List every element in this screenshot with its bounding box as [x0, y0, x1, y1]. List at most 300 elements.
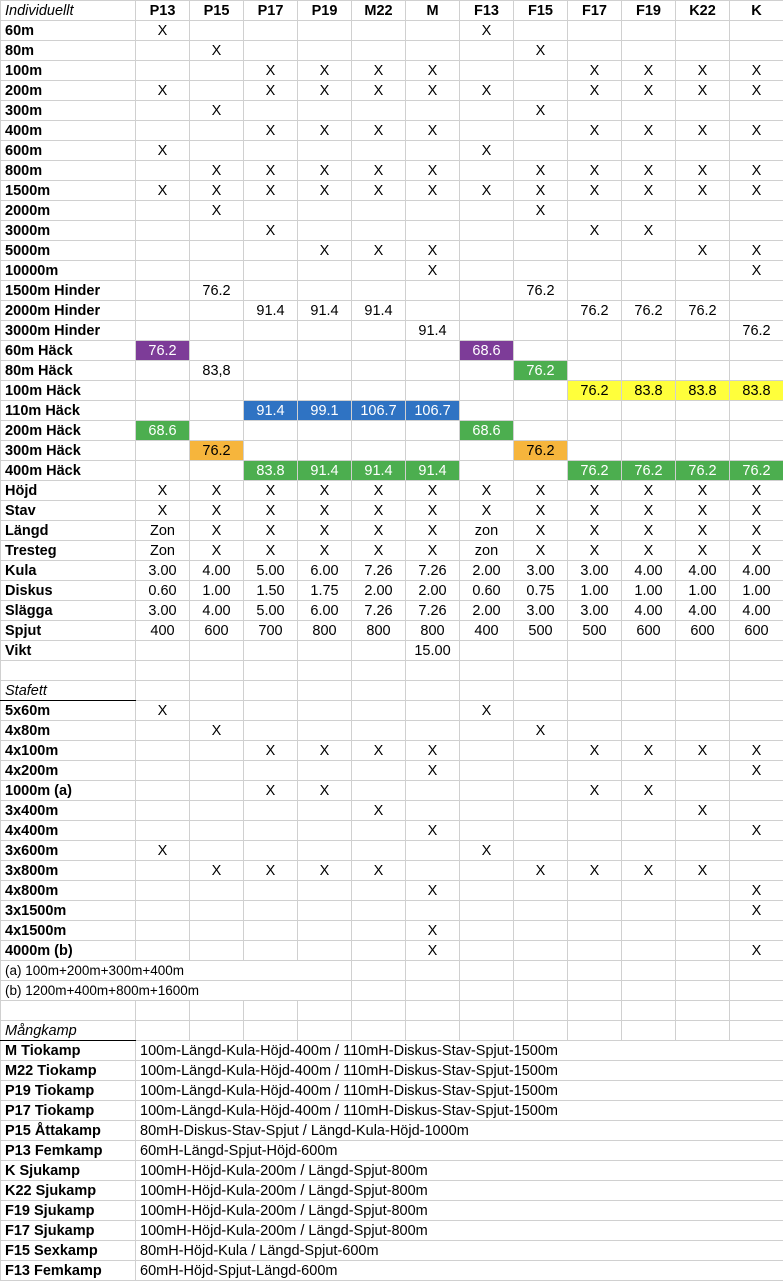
individual-row: [1, 281, 783, 301]
individual-cell: 4.00: [730, 601, 783, 621]
individual-cell: X: [190, 181, 244, 201]
individual-cell: [298, 321, 352, 341]
individual-cell: 76.2: [568, 381, 622, 401]
relay-cell: X: [460, 701, 514, 721]
combined-events: 100mH-Höjd-Kula-200m / Längd-Spjut-800m: [136, 1221, 783, 1241]
individual-cell: X: [190, 541, 244, 561]
individual-cell: [298, 21, 352, 41]
relay-cell: [568, 701, 622, 721]
relay-label: 4x400m: [1, 821, 136, 841]
relay-cell: [298, 841, 352, 861]
individual-cell: 76.2: [676, 301, 730, 321]
individual-cell: X: [298, 121, 352, 141]
individual-cell: [514, 421, 568, 441]
individual-cell: [352, 421, 406, 441]
individual-cell: [298, 261, 352, 281]
individual-cell: X: [136, 141, 190, 161]
combined-events: 60mH-Höjd-Spjut-Längd-600m: [136, 1261, 783, 1281]
individual-cell: 700: [244, 621, 298, 641]
individual-cell: 0.60: [136, 581, 190, 601]
individual-cell: X: [352, 501, 406, 521]
individual-cell: 91.4: [352, 301, 406, 321]
relay-cell: [460, 801, 514, 821]
relay-cell: [676, 701, 730, 721]
individual-cell: [514, 401, 568, 421]
empty-cell: [622, 981, 676, 1001]
relay-cell: [460, 721, 514, 741]
individual-row: [1, 101, 783, 121]
relay-row: [1, 881, 783, 901]
individual-cell: [298, 381, 352, 401]
empty-cell: [352, 661, 406, 681]
individual-cell: [244, 41, 298, 61]
relay-cell: [244, 761, 298, 781]
individual-cell: X: [406, 241, 460, 261]
combined-events: 100mH-Höjd-Kula-200m / Längd-Spjut-800m: [136, 1161, 783, 1181]
individual-row: [1, 341, 783, 361]
relay-cell: X: [352, 801, 406, 821]
individual-cell: [568, 201, 622, 221]
relay-row: [1, 741, 783, 761]
individual-cell: 7.26: [406, 601, 460, 621]
empty-cell: [460, 981, 514, 1001]
individual-cell: [730, 401, 783, 421]
relay-cell: [460, 901, 514, 921]
individual-cell: [460, 61, 514, 81]
empty-cell: [460, 681, 514, 701]
empty-cell: [622, 1001, 676, 1021]
relay-cell: X: [730, 761, 783, 781]
individual-cell: X: [352, 81, 406, 101]
relay-cell: [676, 881, 730, 901]
individual-label: 400m Häck: [1, 461, 136, 481]
empty-cell: [406, 961, 460, 981]
empty-cell: [514, 1001, 568, 1021]
individual-cell: [298, 341, 352, 361]
relay-cell: X: [244, 781, 298, 801]
individual-cell: X: [568, 61, 622, 81]
individual-row: [1, 181, 783, 201]
individual-cell: 1.00: [676, 581, 730, 601]
relay-cell: [190, 881, 244, 901]
empty-cell: [730, 1001, 783, 1021]
relay-note-row: [1, 961, 783, 981]
relay-cell: [190, 941, 244, 961]
combined-row: [1, 1241, 783, 1261]
column-header-k: K: [730, 1, 783, 21]
individual-row: [1, 581, 783, 601]
individual-cell: 76.2: [730, 461, 783, 481]
individual-cell: [136, 301, 190, 321]
individual-cell: X: [730, 481, 783, 501]
individual-cell: [190, 21, 244, 41]
individual-cell: X: [676, 541, 730, 561]
individual-cell: X: [460, 21, 514, 41]
individual-cell: X: [568, 181, 622, 201]
individual-cell: [568, 401, 622, 421]
individual-cell: X: [730, 181, 783, 201]
individual-row: [1, 601, 783, 621]
relay-cell: [244, 941, 298, 961]
individual-cell: X: [730, 121, 783, 141]
relay-cell: [406, 721, 460, 741]
individual-cell: [730, 421, 783, 441]
relay-cell: [622, 821, 676, 841]
relay-label: 4000m (b): [1, 941, 136, 961]
individual-cell: [568, 41, 622, 61]
relay-cell: X: [730, 881, 783, 901]
individual-cell: [730, 361, 783, 381]
relay-note: (a) 100m+200m+300m+400m: [1, 961, 352, 981]
individual-cell: [244, 341, 298, 361]
individual-cell: X: [406, 261, 460, 281]
empty-cell: [676, 1001, 730, 1021]
individual-cell: X: [514, 41, 568, 61]
individual-cell: X: [352, 121, 406, 141]
individual-label: Kula: [1, 561, 136, 581]
empty-cell: [136, 1001, 190, 1021]
individual-cell: [730, 281, 783, 301]
individual-cell: [190, 241, 244, 261]
column-header-f15: F15: [514, 1, 568, 21]
combined-label: P19 Tiokamp: [1, 1081, 136, 1101]
individual-cell: 7.26: [406, 561, 460, 581]
individual-cell: [622, 421, 676, 441]
individual-cell: [568, 341, 622, 361]
individual-cell: [352, 641, 406, 661]
individual-cell: [352, 41, 406, 61]
individual-cell: 4.00: [622, 561, 676, 581]
relay-cell: [514, 881, 568, 901]
relay-cell: X: [730, 901, 783, 921]
individual-label: 60m Häck: [1, 341, 136, 361]
individual-cell: X: [514, 481, 568, 501]
individual-cell: [136, 41, 190, 61]
individual-cell: [298, 101, 352, 121]
individual-cell: 83.8: [730, 381, 783, 401]
individual-cell: [622, 321, 676, 341]
individual-cell: [460, 641, 514, 661]
individual-label: 1500m Hinder: [1, 281, 136, 301]
relay-cell: [406, 861, 460, 881]
individual-cell: [136, 121, 190, 141]
combined-row: [1, 1061, 783, 1081]
individual-cell: [460, 161, 514, 181]
individual-cell: [514, 381, 568, 401]
individual-cell: X: [514, 101, 568, 121]
individual-cell: [190, 381, 244, 401]
individual-cell: X: [406, 501, 460, 521]
individual-cell: 3.00: [514, 601, 568, 621]
individual-cell: [676, 441, 730, 461]
individual-cell: [568, 101, 622, 121]
individual-cell: X: [244, 221, 298, 241]
relay-cell: [676, 821, 730, 841]
individual-cell: [676, 321, 730, 341]
individual-cell: [568, 641, 622, 661]
relay-cell: X: [406, 821, 460, 841]
individual-cell: [460, 121, 514, 141]
relay-cell: [676, 761, 730, 781]
individual-row: [1, 541, 783, 561]
relay-cell: [460, 741, 514, 761]
empty-cell: [568, 1021, 622, 1041]
relay-cell: [136, 761, 190, 781]
individual-cell: X: [568, 501, 622, 521]
individual-cell: X: [352, 61, 406, 81]
relay-cell: X: [298, 861, 352, 881]
empty-cell: [568, 661, 622, 681]
combined-label: M Tiokamp: [1, 1041, 136, 1061]
individual-label: 100m: [1, 61, 136, 81]
relay-row: [1, 821, 783, 841]
individual-cell: [244, 281, 298, 301]
empty-cell: [460, 1001, 514, 1021]
relay-label: 3x400m: [1, 801, 136, 821]
relay-cell: [244, 901, 298, 921]
relay-cell: X: [190, 721, 244, 741]
individual-cell: [568, 241, 622, 261]
combined-title-row: [1, 1021, 783, 1041]
individual-cell: 1.00: [730, 581, 783, 601]
individual-cell: [352, 21, 406, 41]
relay-label: 4x1500m: [1, 921, 136, 941]
individual-cell: X: [406, 121, 460, 141]
individual-cell: 2.00: [460, 601, 514, 621]
individual-cell: [298, 641, 352, 661]
relay-cell: [568, 921, 622, 941]
relay-cell: [568, 801, 622, 821]
relay-cell: [676, 841, 730, 861]
relay-cell: X: [352, 861, 406, 881]
relay-cell: [622, 761, 676, 781]
individual-label: 600m: [1, 141, 136, 161]
individual-row: [1, 441, 783, 461]
individual-cell: [244, 321, 298, 341]
individual-cell: 1.75: [298, 581, 352, 601]
relay-cell: [514, 761, 568, 781]
individual-label: 400m: [1, 121, 136, 141]
relay-cell: X: [676, 861, 730, 881]
combined-events: 100mH-Höjd-Kula-200m / Längd-Spjut-800m: [136, 1201, 783, 1221]
individual-cell: 68.6: [460, 421, 514, 441]
individual-cell: X: [622, 181, 676, 201]
individual-row: [1, 161, 783, 181]
empty-cell: [676, 981, 730, 1001]
individual-cell: X: [568, 221, 622, 241]
relay-cell: X: [406, 921, 460, 941]
individual-cell: 91.4: [244, 301, 298, 321]
individual-cell: X: [676, 161, 730, 181]
individual-cell: X: [244, 481, 298, 501]
column-header-f17: F17: [568, 1, 622, 21]
relay-label: 4x80m: [1, 721, 136, 741]
relay-cell: [298, 901, 352, 921]
individual-cell: [244, 241, 298, 261]
relay-cell: X: [730, 941, 783, 961]
column-header-f19: F19: [622, 1, 676, 21]
individual-cell: [460, 261, 514, 281]
column-header-m22: M22: [352, 1, 406, 21]
relay-cell: [676, 781, 730, 801]
relay-cell: [136, 801, 190, 821]
empty-cell: [298, 1021, 352, 1041]
individual-cell: Zon: [136, 521, 190, 541]
individual-label: 2000m Hinder: [1, 301, 136, 321]
relay-cell: [136, 741, 190, 761]
individual-label: 200m: [1, 81, 136, 101]
individual-cell: [622, 341, 676, 361]
individual-cell: [244, 381, 298, 401]
individual-cell: X: [514, 161, 568, 181]
individual-cell: [730, 341, 783, 361]
individual-cell: 6.00: [298, 561, 352, 581]
empty-cell: [568, 961, 622, 981]
individual-cell: [136, 101, 190, 121]
individual-cell: [298, 421, 352, 441]
individual-cell: [406, 281, 460, 301]
individual-cell: [568, 421, 622, 441]
individual-cell: [298, 141, 352, 161]
individual-row: [1, 261, 783, 281]
individual-cell: [460, 441, 514, 461]
individual-cell: X: [406, 161, 460, 181]
combined-events: 100mH-Höjd-Kula-200m / Längd-Spjut-800m: [136, 1181, 783, 1201]
individual-cell: [406, 141, 460, 161]
individual-cell: [406, 201, 460, 221]
individual-cell: 3.00: [136, 601, 190, 621]
individual-label: Höjd: [1, 481, 136, 501]
relay-cell: [622, 901, 676, 921]
individual-cell: 76.2: [514, 361, 568, 381]
individual-cell: [460, 241, 514, 261]
table-title: Individuellt: [1, 1, 136, 21]
empty-cell: [622, 961, 676, 981]
relay-cell: [244, 821, 298, 841]
individual-cell: X: [676, 521, 730, 541]
relay-cell: [568, 721, 622, 741]
individual-cell: [622, 401, 676, 421]
empty-cell: [136, 681, 190, 701]
individual-cell: X: [298, 81, 352, 101]
relay-row: [1, 841, 783, 861]
relay-cell: [190, 921, 244, 941]
individual-cell: X: [460, 141, 514, 161]
individual-cell: X: [622, 121, 676, 141]
individual-cell: X: [676, 121, 730, 141]
empty-cell: [352, 1021, 406, 1041]
relay-cell: [352, 881, 406, 901]
relay-cell: [190, 701, 244, 721]
individual-cell: [406, 361, 460, 381]
individual-cell: [460, 221, 514, 241]
individual-cell: X: [406, 521, 460, 541]
individual-cell: X: [244, 121, 298, 141]
combined-row: [1, 1141, 783, 1161]
individual-cell: X: [730, 521, 783, 541]
relay-cell: [568, 901, 622, 921]
individual-row: [1, 381, 783, 401]
individual-cell: X: [568, 481, 622, 501]
relay-cell: X: [298, 781, 352, 801]
individual-cell: X: [298, 541, 352, 561]
empty-cell: [406, 1001, 460, 1021]
relay-cell: X: [298, 741, 352, 761]
individual-cell: X: [136, 501, 190, 521]
individual-cell: [568, 441, 622, 461]
relay-cell: [298, 801, 352, 821]
relay-cell: [406, 901, 460, 921]
relay-cell: [514, 821, 568, 841]
individual-cell: [730, 221, 783, 241]
individual-cell: 76.2: [622, 461, 676, 481]
individual-cell: X: [622, 481, 676, 501]
individual-cell: 83.8: [622, 381, 676, 401]
relay-cell: [514, 921, 568, 941]
individual-cell: [460, 321, 514, 341]
relay-label: 1000m (a): [1, 781, 136, 801]
relay-cell: [460, 861, 514, 881]
individual-cell: [622, 21, 676, 41]
relay-label: 3x600m: [1, 841, 136, 861]
individual-cell: 99.1: [298, 401, 352, 421]
combined-title: Mångkamp: [1, 1021, 136, 1041]
individual-cell: X: [568, 121, 622, 141]
individual-cell: 2.00: [460, 561, 514, 581]
individual-cell: X: [730, 241, 783, 261]
individual-cell: 2.00: [406, 581, 460, 601]
relay-cell: [568, 821, 622, 841]
relay-title: Stafett: [1, 681, 136, 701]
relay-cell: [622, 881, 676, 901]
individual-cell: [514, 141, 568, 161]
combined-label: P17 Tiokamp: [1, 1101, 136, 1121]
relay-cell: [676, 901, 730, 921]
individual-cell: 400: [136, 621, 190, 641]
combined-row: [1, 1261, 783, 1281]
individual-cell: [244, 201, 298, 221]
individual-cell: [460, 41, 514, 61]
relay-row: [1, 721, 783, 741]
individual-cell: 4.00: [676, 561, 730, 581]
individual-cell: [460, 381, 514, 401]
individual-cell: X: [244, 181, 298, 201]
individual-cell: 2.00: [352, 581, 406, 601]
individual-cell: [136, 361, 190, 381]
individual-label: 1500m: [1, 181, 136, 201]
individual-cell: [136, 281, 190, 301]
individual-cell: X: [352, 481, 406, 501]
individual-cell: 91.4: [244, 401, 298, 421]
individual-cell: zon: [460, 521, 514, 541]
individual-cell: [244, 421, 298, 441]
individual-cell: 3.00: [514, 561, 568, 581]
individual-cell: [406, 421, 460, 441]
relay-cell: [568, 841, 622, 861]
individual-cell: X: [298, 161, 352, 181]
empty-cell: [1, 1001, 136, 1021]
relay-cell: X: [190, 861, 244, 881]
individual-cell: X: [460, 481, 514, 501]
individual-row: [1, 561, 783, 581]
individual-cell: X: [352, 181, 406, 201]
individual-row: [1, 621, 783, 641]
empty-cell: [298, 1001, 352, 1021]
individual-cell: [514, 301, 568, 321]
individual-cell: X: [190, 501, 244, 521]
individual-cell: [676, 421, 730, 441]
individual-cell: [244, 21, 298, 41]
